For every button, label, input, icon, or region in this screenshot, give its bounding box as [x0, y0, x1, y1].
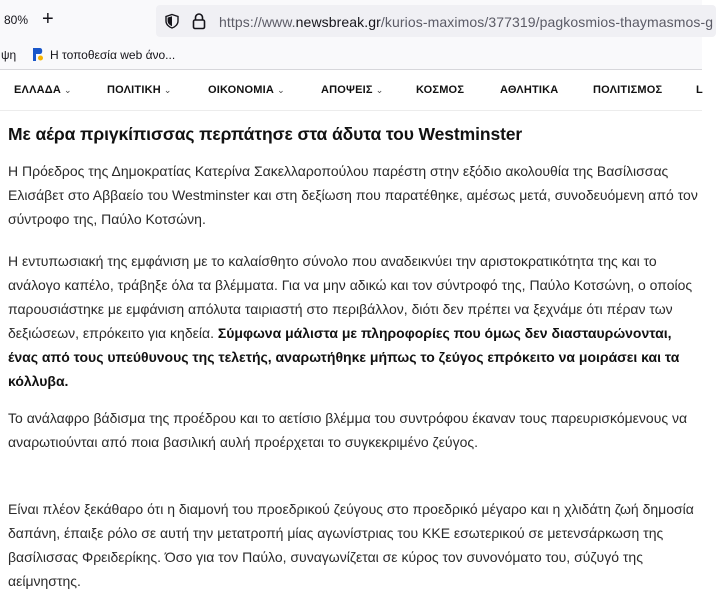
nav-item-kosmos[interactable]: ΚΟΣΜΟΣ: [416, 84, 465, 96]
paragraph-2-text: Η εντυπωσιακή της εμφάνιση με το καλαίσθητο σύνολο που αναδεικνύει την αριστοκρατικότητα της και το ανάλογο καπέλο, τράβηξε όλα τα βλέμματα. Για να μην αδικώ και τον σύντροφό της, Παύλο Κοτσώνη, ο οποίος παρουσιάστηκε με εμφάνιση απόλυτα ταιριαστή στο περιβάλλον, διότι δεν πρέπει να ξεχνάμε ότι πέραν των δεξιώσεων, επρόκειτο για κηδεία.: [8, 253, 693, 341]
address-bar[interactable]: [156, 5, 716, 37]
nav-item-politismos[interactable]: ΠΟΛΙΤΙΣΜΟΣ: [593, 84, 663, 96]
nav-item-ellada[interactable]: ΕΛΛΑΔΑ ⌄: [14, 84, 72, 96]
bookmark-item[interactable]: Η τοποθεσία web άνο...: [50, 48, 176, 62]
lock-icon[interactable]: [191, 12, 207, 30]
nav-item-truncated[interactable]: L: [696, 84, 703, 96]
url-text[interactable]: [219, 14, 713, 30]
zoom-level[interactable]: 80%: [4, 13, 29, 27]
nav-item-oikonomia[interactable]: ΟΙΚΟΝΟΜΙΑ ⌄: [208, 84, 285, 96]
bookmarks-bar: [0, 40, 702, 70]
bookmark-favicon-icon: [32, 47, 44, 62]
url-path: /kurios-maximos/377319/pagkosmios-thaymasmos-g: [380, 14, 714, 30]
nav-item-athlitika[interactable]: ΑΘΛΗΤΙΚΑ: [500, 84, 559, 96]
article-paragraph-3: Το ανάλαφρο βάδισμα της προέδρου και το αετίσιο βλέμμα του συντρόφου έκαναν τους παρευρισκόμενους να αναρωτιούνται από ποια βασιλική αυλή προέρχεται το συγκεκριμένο ζεύγος.: [8, 410, 688, 450]
bookmark-fragment[interactable]: ψη: [1, 48, 17, 62]
shield-icon[interactable]: [164, 13, 180, 29]
browser-toolbar: [0, 0, 714, 40]
chevron-down-icon: ⌄: [163, 85, 172, 95]
chevron-down-icon: ⌄: [277, 85, 285, 95]
new-tab-icon[interactable]: +: [42, 8, 54, 30]
article-paragraph-1: Η Πρόεδρος της Δημοκρατίας Κατερίνα Σακελλαροπούλου παρέστη στην εξόδιο ακολουθία της Βασίλισσας Ελισάβετ στο Αββαείο του Westminster και στη δεξίωση που παρατέθηκε, αμέσως μετά, συνοδευόμενη από τον σύντροφο της, Παύλο Κοτσώνη.: [8, 163, 698, 227]
nav-item-politiki[interactable]: ΠΟΛΙΤΙΚΗ ⌄: [107, 84, 172, 96]
article-title: Με αέρα πριγκίπισσας περπάτησε στα άδυτα του Westminster: [8, 124, 523, 144]
url-prefix: https://www.: [219, 14, 296, 30]
article-paragraph-2: [8, 249, 698, 393]
article-paragraph-4: Είναι πλέον ξεκάθαρο ότι η διαμονή του προεδρικού ζεύγους στο προεδρικό μέγαρο και η χλιδάτη ζωή δημοσία δαπάνη, έπαιξε ρόλο σε αυτή την μετατροπή μίας αγωνίστριας του ΚΚΕ εσωτερικού σε μετενσάρκωση της βασίλισσας Φρειδερίκης. Όσο για τον Παύλο, συναγωνίζεται σε κύρος τον συνονόματο του, σύζυγό της αείμνηστης.: [8, 501, 694, 589]
url-host: newsbreak.gr: [295, 14, 381, 30]
paragraph-2-bold: Σύμφωνα μάλιστα με πληροφορίες που όμως δεν διασταυρώνονται, ένας από τους υπεύθυνους της τελετής, αναρωτήθηκε μήπως το ζεύγος επρόκειτο να μοιράσει και τα κόλλυβα.: [8, 325, 680, 389]
chevron-down-icon: ⌄: [375, 85, 384, 95]
site-nav: [0, 71, 702, 111]
nav-item-apopseis[interactable]: ΑΠΟΨΕΙΣ ⌄: [321, 84, 384, 96]
chevron-down-icon: ⌄: [64, 85, 72, 95]
